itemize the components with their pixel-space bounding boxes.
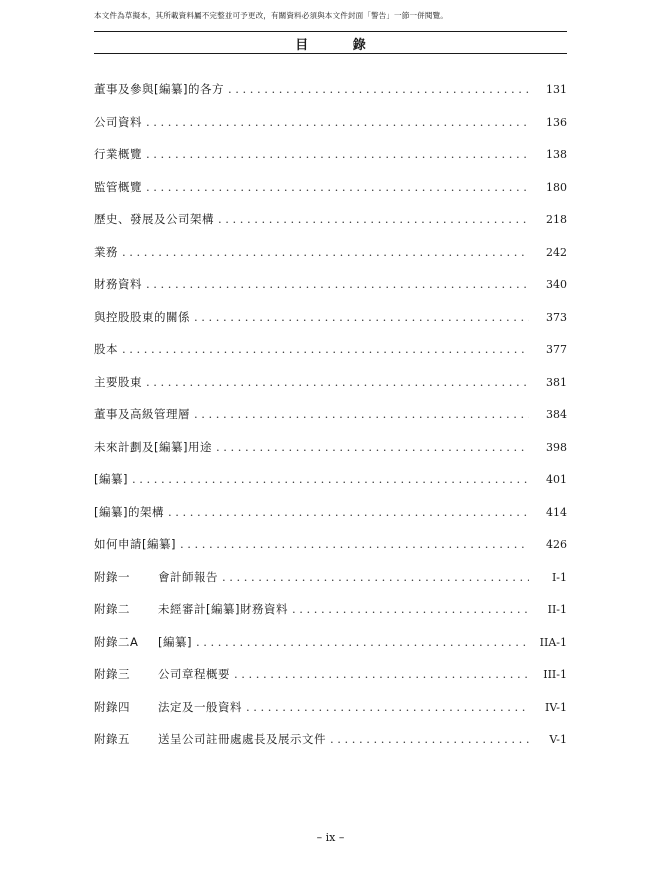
toc-entry-page-number: 401 bbox=[546, 473, 567, 486]
draft-notice: 本文件為草擬本，其所載資料屬不完整並可予更改，有關資料必須與本文件封面「警告」一節一併閱覽。 bbox=[94, 11, 448, 20]
toc-leader-dots bbox=[168, 505, 529, 519]
toc-entry[interactable] bbox=[94, 146, 567, 179]
toc-leader-dots bbox=[222, 570, 529, 584]
toc-leader-dots bbox=[228, 82, 529, 96]
toc-entry-appendix-number: 附錄一 bbox=[94, 569, 130, 584]
toc-entry-title: 送呈公司註冊處處長及展示文件 bbox=[158, 732, 326, 746]
toc-entry-title: 公司資料 bbox=[94, 114, 142, 129]
toc-entry-page-number: 180 bbox=[546, 180, 567, 194]
toc-leader-dots bbox=[246, 700, 529, 714]
toc-entry-page-number: I-1 bbox=[551, 570, 567, 584]
toc-entry-page-number: 218 bbox=[546, 213, 567, 226]
toc-entry-title: 監管概覽 bbox=[94, 179, 142, 194]
toc-entry-title: 董事及參與[編纂]的各方 bbox=[94, 82, 224, 96]
toc-entry-title: 董事及高級管理層 bbox=[94, 407, 190, 421]
toc-entry[interactable] bbox=[94, 309, 567, 342]
toc-leader-dots bbox=[218, 212, 529, 226]
toc-entry-page-number: 242 bbox=[546, 245, 567, 259]
toc-leader-dots bbox=[132, 472, 529, 486]
toc-entry-title: 會計師報告 bbox=[158, 569, 218, 584]
toc-entry-appendix-number: 附錄五 bbox=[94, 732, 130, 746]
toc-entry[interactable] bbox=[94, 406, 567, 439]
toc-entry-page-number: 373 bbox=[546, 310, 567, 324]
toc-leader-dots bbox=[234, 667, 529, 681]
toc-entry-title: 法定及一般資料 bbox=[158, 699, 242, 714]
toc-entry-page-number: 398 bbox=[546, 440, 567, 454]
toc-leader-dots bbox=[146, 147, 529, 161]
toc-entry[interactable] bbox=[94, 634, 567, 667]
toc-entry-title: 與控股股東的關係 bbox=[94, 309, 190, 324]
toc-entry-page-number: 340 bbox=[546, 278, 567, 291]
toc-entry-appendix-number: 附錄二A bbox=[94, 634, 139, 649]
toc-entry-title: 業務 bbox=[94, 244, 118, 259]
toc-leader-dots bbox=[146, 375, 529, 389]
toc-entry[interactable] bbox=[94, 81, 567, 114]
toc-entry[interactable] bbox=[94, 666, 567, 699]
toc-entry[interactable] bbox=[94, 601, 567, 634]
toc-leader-dots bbox=[146, 115, 529, 129]
toc-entry[interactable] bbox=[94, 244, 567, 277]
toc-entry-page-number: 381 bbox=[546, 375, 567, 389]
toc-entry-title: [編纂] bbox=[94, 472, 128, 486]
header-rule-bottom bbox=[94, 53, 567, 54]
toc-entry-page-number: II-1 bbox=[547, 603, 567, 616]
toc-entry-appendix-number: 附錄四 bbox=[94, 699, 130, 714]
toc-leader-dots bbox=[146, 180, 529, 194]
toc-leader-dots bbox=[330, 732, 529, 746]
toc-entry-page-number: IV-1 bbox=[545, 700, 567, 714]
toc-entry[interactable] bbox=[94, 504, 567, 537]
toc-leader-dots bbox=[122, 342, 529, 356]
toc-entry-page-number: 426 bbox=[546, 538, 567, 551]
toc-entry-title: 未來計劃及[編纂]用途 bbox=[94, 439, 212, 454]
page-title: 目 錄 bbox=[295, 38, 386, 53]
toc-entry-title: 主要股東 bbox=[94, 374, 142, 389]
toc-entry-page-number: 136 bbox=[546, 115, 567, 129]
toc-entry-appendix-number: 附錄二 bbox=[94, 602, 130, 616]
toc-entry-title: 歷史、發展及公司架構 bbox=[94, 212, 214, 226]
toc-entry-title: 公司章程概要 bbox=[158, 667, 230, 681]
toc-entry[interactable] bbox=[94, 341, 567, 374]
toc-entry-page-number: 414 bbox=[546, 505, 567, 519]
toc-entry[interactable] bbox=[94, 211, 567, 244]
toc-leader-dots bbox=[180, 537, 529, 551]
toc-entry-page-number: 138 bbox=[546, 148, 567, 161]
toc-leader-dots bbox=[122, 245, 529, 259]
toc-entry-page-number: 131 bbox=[546, 83, 567, 96]
toc-leader-dots bbox=[146, 277, 529, 291]
toc-entry-title: [編纂]的架構 bbox=[94, 504, 164, 519]
toc-entry-title: 如何申請[編纂] bbox=[94, 537, 176, 551]
table-of-contents bbox=[94, 81, 567, 764]
toc-entry-title: 未經審計[編纂]財務資料 bbox=[158, 602, 288, 616]
toc-entry[interactable] bbox=[94, 536, 567, 569]
toc-entry[interactable] bbox=[94, 439, 567, 472]
page-number: – ix – bbox=[316, 831, 345, 844]
toc-entry-appendix-number: 附錄三 bbox=[94, 667, 130, 681]
toc-entry[interactable] bbox=[94, 569, 567, 602]
header-rule-top bbox=[94, 31, 567, 32]
toc-entry-page-number: 384 bbox=[546, 408, 567, 421]
toc-entry-title: [編纂] bbox=[158, 634, 192, 649]
toc-leader-dots bbox=[292, 602, 529, 616]
toc-entry[interactable] bbox=[94, 374, 567, 407]
toc-leader-dots bbox=[194, 310, 529, 324]
toc-entry-page-number: 377 bbox=[546, 343, 567, 356]
toc-entry-page-number: V-1 bbox=[549, 733, 567, 746]
toc-leader-dots bbox=[216, 440, 529, 454]
toc-leader-dots bbox=[194, 407, 529, 421]
toc-entry-page-number: IIA-1 bbox=[539, 635, 567, 649]
toc-entry-page-number: III-1 bbox=[543, 668, 567, 681]
toc-leader-dots bbox=[196, 635, 529, 649]
toc-entry-title: 行業概覽 bbox=[94, 147, 142, 161]
toc-entry[interactable] bbox=[94, 471, 567, 504]
toc-entry[interactable] bbox=[94, 731, 567, 764]
toc-entry[interactable] bbox=[94, 114, 567, 147]
toc-entry[interactable] bbox=[94, 276, 567, 309]
toc-entry[interactable] bbox=[94, 179, 567, 212]
toc-entry-title: 財務資料 bbox=[94, 277, 142, 291]
toc-entry[interactable] bbox=[94, 699, 567, 732]
toc-entry-title: 股本 bbox=[94, 342, 118, 356]
